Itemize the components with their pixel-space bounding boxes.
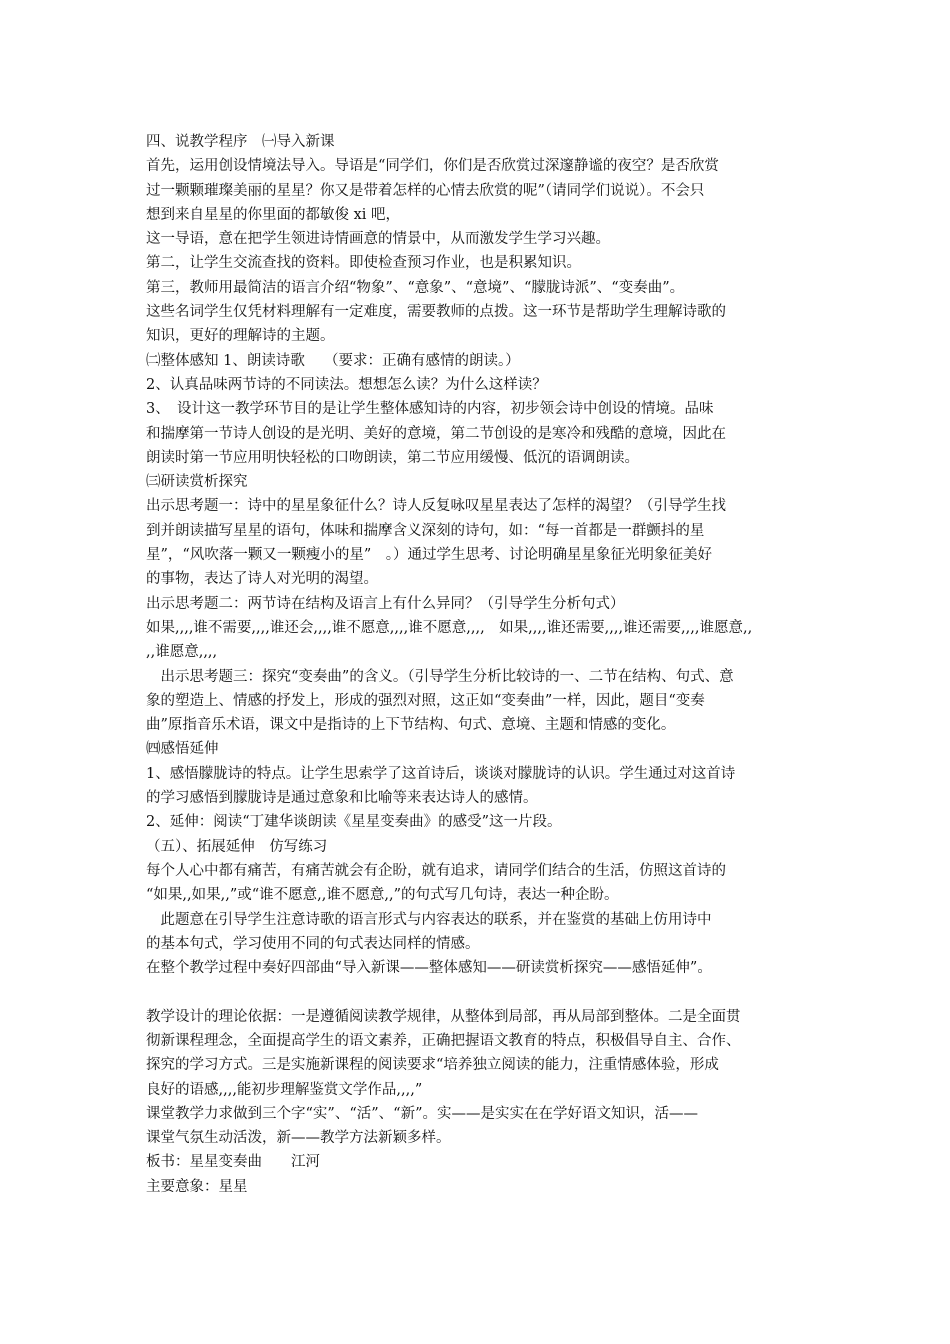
text-line: 良好的语感,,,,能初步理解鉴赏文学作品,,,,” xyxy=(146,1081,423,1098)
text-line: 1、感悟朦胧诗的特点。让学生思索学了这首诗后，谈谈对朦胧诗的认识。学生通过对这首诗 xyxy=(146,765,736,782)
text-line: ,,谁愿意,,,, xyxy=(146,644,218,661)
document-page xyxy=(146,130,826,1199)
text-line: 课堂教学力求做到三个字“实”、“活”、“新”。实——是实实在在学好语文知识，活—— xyxy=(146,1105,698,1122)
text-line: 象的塑造上、情感的抒发上，形成的强烈对照，这正如“变奏曲”一样，因此，题目“变奏 xyxy=(146,692,705,709)
text-line: 如果,,,,谁不需要,,,,谁还会,,,,谁不愿意,,,,谁不愿意,,,, 如果,,,,谁还需要,,,,谁还需要,,,,谁愿意,, xyxy=(146,619,753,636)
text-line: 的事物，表达了诗人对光明的渴望。 xyxy=(146,571,378,588)
text-line: 第二，让学生交流查找的资料。即使检查预习作业，也是积累知识。 xyxy=(146,255,581,272)
text-line: 四、说教学程序 ㈠导入新课 xyxy=(146,134,335,150)
text-line: 每个人心中都有痛苦，有痛苦就会有企盼，就有追求，请同学们结合的生活，仿照这首诗的 xyxy=(146,862,726,879)
text-line: ㈣感悟延伸 xyxy=(146,741,219,758)
text-line: 和揣摩第一节诗人创设的是光明、美好的意境，第二节创设的是寒冷和残酷的意境，因此在 xyxy=(146,425,726,442)
text-line: 在整个教学过程中奏好四部曲“导入新课——整体感知——研读赏析探究——感悟延伸”。 xyxy=(146,960,712,977)
text-line: 首先，运用创设情境法导入。导语是“同学们，你们是否欣赏过深邃静谧的夜空？是否欣赏 xyxy=(146,158,719,175)
text-line: 板书：星星变奏曲 江河 xyxy=(146,1154,320,1171)
text-line: 主要意象：星星 xyxy=(146,1178,248,1195)
text-line: 2、延伸：阅读“丁建华谈朗读《星星变奏曲》的感受”这一片段。 xyxy=(146,814,562,831)
text-line: 2、认真品味两节诗的不同读法。想想怎么读？为什么这样读？ xyxy=(146,376,547,393)
text-line: 朗读时第一节应用明快轻松的口吻朗读，第二节应用缓慢、低沉的语调朗读。 xyxy=(146,449,639,466)
text-line: 的基本句式，学习使用不同的句式表达同样的情感。 xyxy=(146,935,480,952)
text-line: 这些名词学生仅凭材料理解有一定难度，需要教师的点拨。这一环节是帮助学生理解诗歌的 xyxy=(146,304,726,321)
text-line: 课堂气氛生动活泼，新——教学方法新颖多样。 xyxy=(146,1130,451,1147)
text-line: 过一颗颗璀璨美丽的星星？你又是带着怎样的心情去欣赏的呢”（请同学们说说）。不会只 xyxy=(146,182,705,199)
text-line: 教学设计的理论依据：一是遵循阅读教学规律，从整体到局部，再从局部到整体。二是全面贯 xyxy=(146,1008,741,1025)
text-line: 探究的学习方式。三是实施新课程的阅读要求“培养独立阅读的能力，注重情感体验，形成 xyxy=(146,1057,719,1074)
text-line: 曲”原指音乐术语，课文中是指诗的上下节结构、句式、意境、主题和情感的变化。 xyxy=(146,717,676,734)
text-line: （五）、拓展延伸 仿写练习 xyxy=(146,838,328,855)
text-line: 的学习感悟到朦胧诗是通过意象和比喻等来表达诗人的感情。 xyxy=(146,790,538,807)
text-line: 知识，更好的理解诗的主题。 xyxy=(146,328,335,345)
text-line: 彻新课程理念，全面提高学生的语文素养，正确把握语文教育的特点，积极倡导自主、合作、 xyxy=(146,1032,741,1049)
blank-line xyxy=(146,980,826,1004)
text-line: 出示思考题二：两节诗在结构及语言上有什么异同？（引导学生分析句式） xyxy=(146,595,625,612)
text-line: 这一导语，意在把学生领进诗情画意的情景中，从而激发学生学习兴趣。 xyxy=(146,231,610,248)
text-line: 到并朗读描写星星的语句，体味和揣摩含义深刻的诗句，如：“每一首都是一群颤抖的星 xyxy=(146,522,705,539)
text-line: 出示思考题三：探究“变奏曲”的含义。（引导学生分析比较诗的一、二节在结构、句式、意 xyxy=(146,668,734,685)
text-line: 出示思考题一：诗中的星星象征什么？诗人反复咏叹星星表达了怎样的渴望？（引导学生找 xyxy=(146,498,726,515)
text-line: 星”，“风吹落一颗又一颗瘦小的星” 。）通过学生思考、讨论明确星星象征光明象征美好 xyxy=(146,547,712,564)
text-line: “如果,,如果,,”或“谁不愿意,,谁不愿意,,”的句式写几句诗，表达一种企盼。 xyxy=(146,887,619,904)
text-line: ㈢研读赏析探究 xyxy=(146,474,248,491)
text-line: ㈡整体感知 1、朗读诗歌 （要求：正确有感情的朗读。） xyxy=(146,352,520,369)
text-line: 此题意在引导学生注意诗歌的语言形式与内容表达的联系，并在鉴赏的基础上仿用诗中 xyxy=(146,911,712,928)
text-line: 3、 设计这一教学环节目的是让学生整体感知诗的内容，初步领会诗中创设的情境。品味 xyxy=(146,401,714,418)
text-line: 第三，教师用最简洁的语言介绍“物象”、“意象”、“意境”、“朦胧诗派”、“变奏曲”。 xyxy=(146,279,685,296)
text-line: 想到来自星星的你里面的都敏俊 xi 吧， xyxy=(146,206,401,223)
